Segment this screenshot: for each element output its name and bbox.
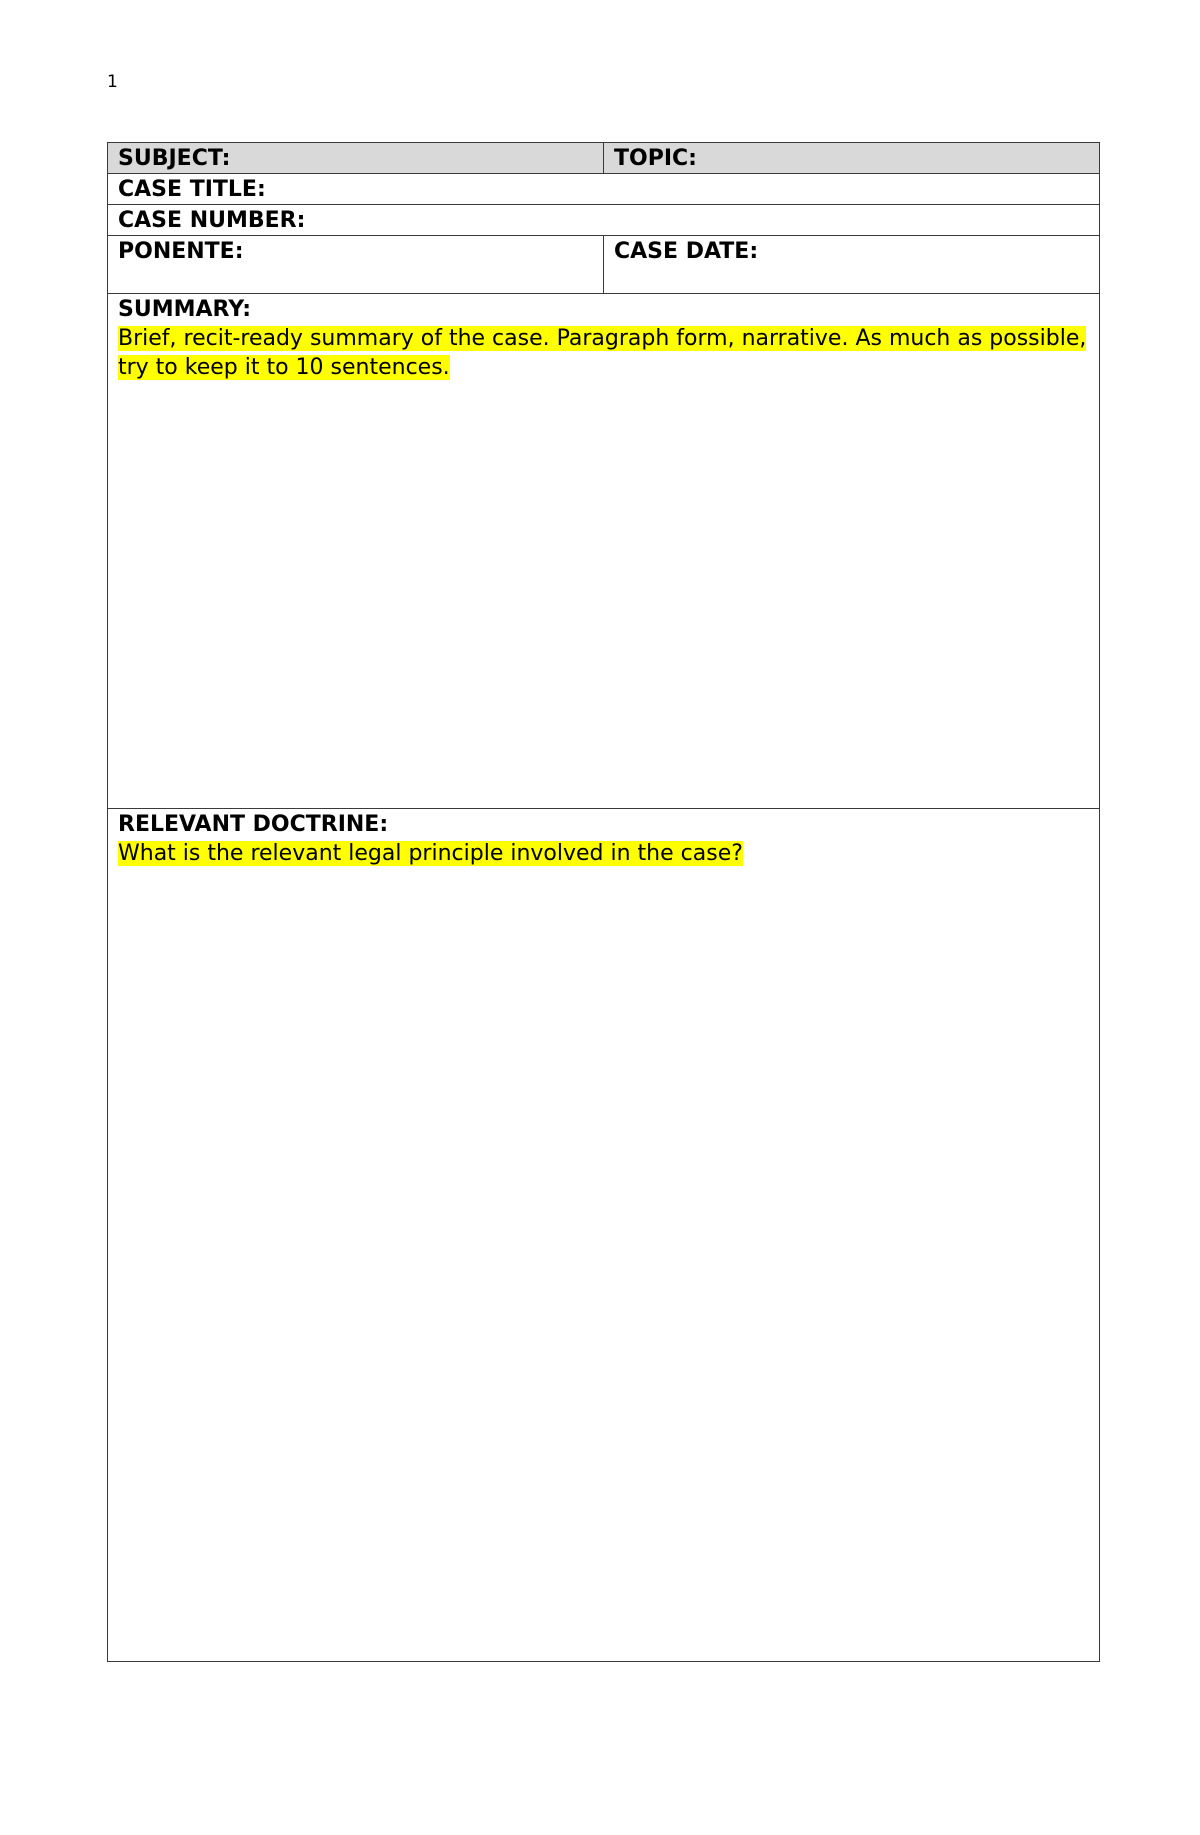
case-number-label: CASE NUMBER: <box>118 208 306 233</box>
summary-row <box>108 294 1100 809</box>
ponente-label: PONENTE: <box>118 239 244 264</box>
summary-hint: Brief, recit-ready summary of the case. Paragraph form, narrative. As much as possible, try to keep it to 10 sentences. <box>118 326 1087 380</box>
case-date-cell[interactable] <box>604 236 1100 294</box>
topic-label: TOPIC: <box>614 146 697 171</box>
case-brief-form <box>107 142 1100 1662</box>
doctrine-label: RELEVANT DOCTRINE: <box>118 812 389 837</box>
summary-cell[interactable] <box>108 294 1100 809</box>
case-title-label: CASE TITLE: <box>118 177 266 202</box>
case-title-cell[interactable] <box>108 174 1100 205</box>
doctrine-hint: What is the relevant legal principle involved in the case? <box>118 841 743 866</box>
case-number-cell[interactable] <box>108 205 1100 236</box>
subject-topic-row <box>108 143 1100 174</box>
case-date-label: CASE DATE: <box>614 239 759 264</box>
case-number-row <box>108 205 1100 236</box>
doctrine-row <box>108 809 1100 1662</box>
topic-cell[interactable] <box>604 143 1100 174</box>
ponente-date-row <box>108 236 1100 294</box>
summary-label: SUMMARY: <box>118 297 252 322</box>
ponente-cell[interactable] <box>108 236 604 294</box>
page-number: 1 <box>107 72 118 92</box>
subject-cell[interactable] <box>108 143 604 174</box>
case-title-row <box>108 174 1100 205</box>
doctrine-cell[interactable] <box>108 809 1100 1662</box>
subject-label: SUBJECT: <box>118 146 231 171</box>
